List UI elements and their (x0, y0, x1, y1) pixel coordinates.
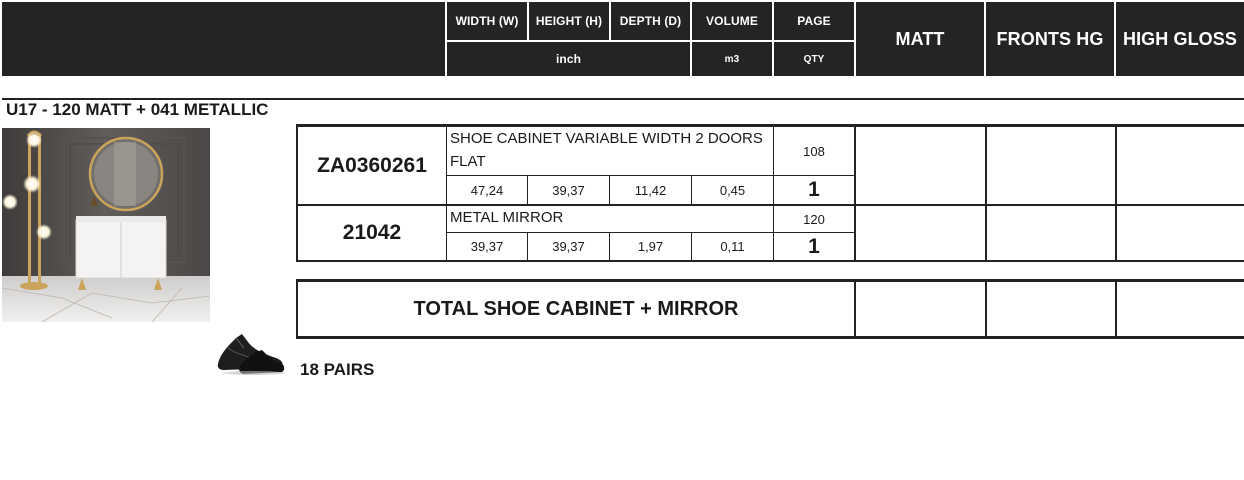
table-bottom-rule (296, 260, 1244, 262)
product-depth: 11,42 (634, 182, 667, 198)
product-qty: 1 (808, 178, 820, 201)
total-label: TOTAL SHOE CABINET + MIRROR (413, 297, 739, 320)
total-bottom-rule (296, 336, 1244, 339)
column-divider (985, 124, 987, 262)
shoes-icon (214, 328, 286, 376)
column-divider (1115, 279, 1117, 339)
column-divider (854, 279, 856, 339)
product-page: 120 (803, 211, 825, 227)
column-divider (1115, 124, 1117, 262)
product-depth: 1,97 (637, 239, 664, 254)
finish-matt-header: MATT (895, 28, 945, 49)
volume-header: VOLUME (706, 14, 758, 28)
product-volume: 0,45 (719, 182, 746, 198)
product-qty: 1 (808, 234, 820, 258)
capacity-label: 18 PAIRS (300, 360, 375, 379)
finish-high-gloss-header: HIGH GLOSS (1122, 28, 1237, 49)
product-volume: 0,11 (720, 239, 745, 254)
header-bar (2, 2, 1244, 76)
product-height: 39,37 (552, 239, 585, 254)
page-header: PAGE (797, 14, 831, 28)
height-header: HEIGHT (H) (535, 14, 603, 28)
product-page: 108 (803, 143, 825, 159)
product-width: 47,24 (470, 182, 504, 198)
width-header: WIDTH (W) (455, 14, 519, 28)
product-photo (2, 128, 210, 322)
column-divider (985, 279, 987, 339)
product-description: SHOE CABINET VARIABLE WIDTH 2 DOORS FLAT (450, 130, 763, 170)
unit-inch: inch (555, 52, 582, 66)
unit-qty: QTY (803, 53, 825, 65)
product-width: 39,37 (470, 239, 504, 254)
product-description: METAL MIRROR (450, 209, 564, 226)
finish-fronts-hg-header: FRONTS HG (996, 28, 1104, 49)
unit-m3: m3 (724, 53, 740, 65)
product-code: 21042 (342, 221, 402, 244)
product-height: 39,37 (552, 182, 585, 198)
column-divider (854, 124, 856, 262)
depth-header: DEPTH (D) (619, 14, 682, 28)
section-title: U17 - 120 MATT + 041 METALLIC (6, 100, 269, 119)
product-code: ZA0360261 (317, 153, 427, 177)
